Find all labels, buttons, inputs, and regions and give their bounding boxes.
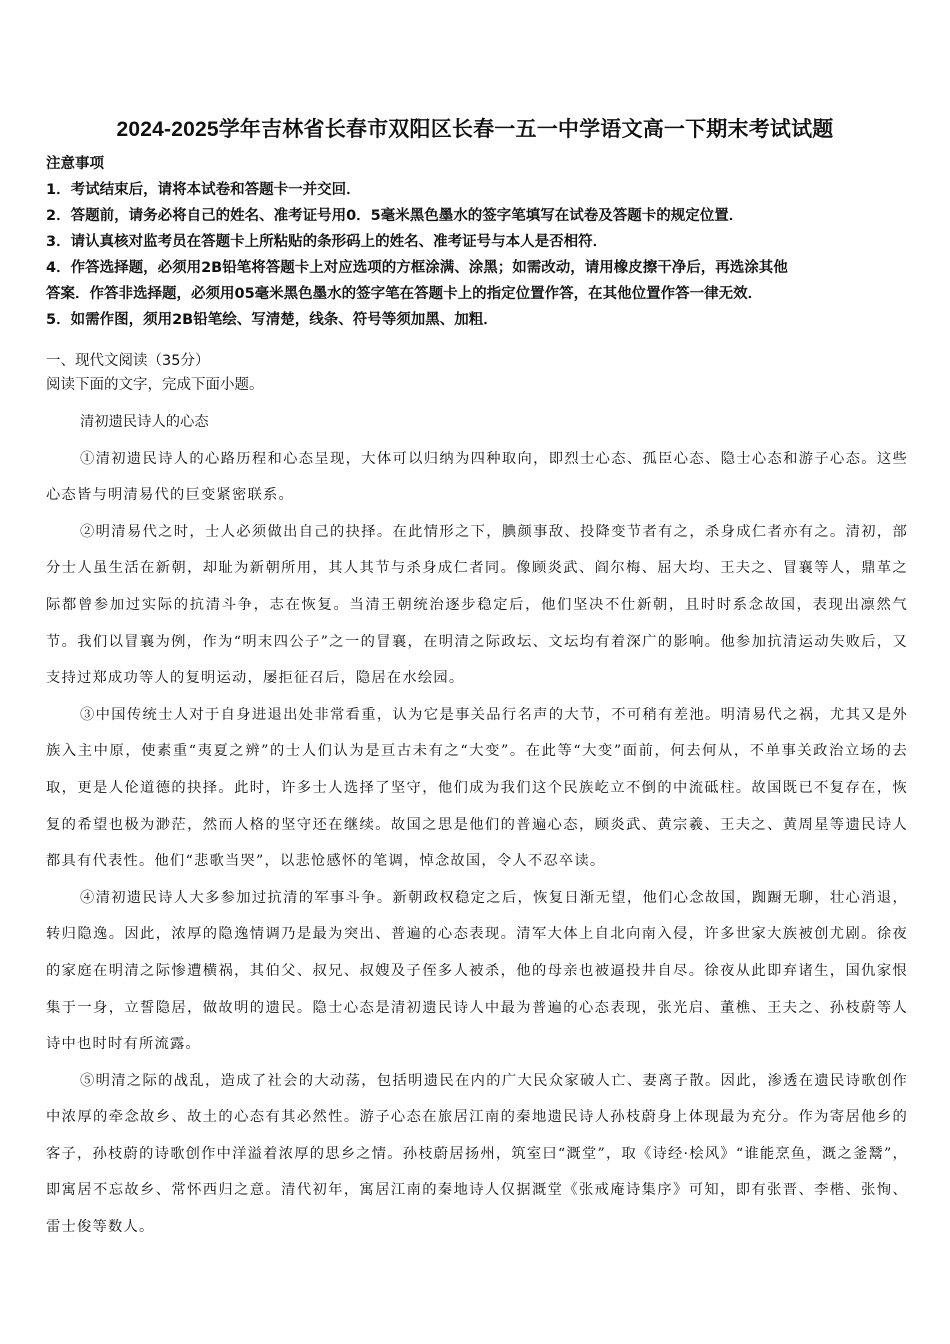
section-header (46, 349, 908, 397)
notice-item: 3．请认真核对监考员在答题卡上所粘贴的条形码上的姓名、准考证号与本人是否相符． (46, 234, 608, 250)
notice-block (46, 151, 908, 333)
section-instruction: 阅读下面的文字，完成下面小题。 (46, 377, 264, 393)
exam-title: 2024-2025学年吉林省长春市双阳区长春一五一中学语文高一下期末考试试题 (116, 118, 834, 141)
notice-item: 5．如需作图，须用2B铅笔绘、写清楚，线条、符号等须加黑、加粗． (46, 312, 498, 328)
notice-item: 2．答题前，请务必将自己的姓名、准考证号用0．5毫米黑色墨水的签字笔填写在试卷及答题卡的规定位置． (46, 208, 744, 224)
notice-item: 1．考试结束后，请将本试卷和答题卡一并交回． (46, 182, 361, 198)
article-paragraph: ④清初遗民诗人大多参加过抗清的军事斗争。新朝政权稳定之后，恢复日渐无望，他们心念故国，踟蹰无聊，壮心消退，转归隐逸。因此，浓厚的隐逸情调乃是最为突出、普遍的心态表现。清军大体上自北向南入侵，许多世家大族被创尤剧。徐夜的家庭在明清之际惨遭横祸，其伯父、叔兄、叔嫂及子侄多人被杀，他的母亲也被逼投井自尽。徐夜从此即弃诸生，国仇家恨集于一身，立誓隐居，做故明的遗民。隐士心态是清初遗民诗人中最为普遍的心态表现，张光启、董樵、王夫之、孙枝蔚等人诗中也时时有所流露。 (46, 889, 908, 1053)
reading-article (46, 404, 908, 1246)
article-paragraph: ③中国传统士人对于自身进退出处非常看重，认为它是事关品行名声的大节，不可稍有差池。明清易代之祸，尤其又是外族入主中原，使素重“夷夏之辨”的士人们认为是亘古未有之“大变”。在此等“大变”面前，何去何从，不单事关政治立场的去取，更是人伦道德的抉择。此时，许多士人选择了坚守，他们成为我们这个民族屹立不倒的中流砥柱。故国既已不复存在，恢复的希望也极为渺茫，然而人格的坚守还在继续。故国之思是他们的普遍心态，顾炎武、黄宗羲、王夫之、黄周星等遗民诗人都具有代表性。他们“悲歌当哭”，以悲怆感怀的笔调，悼念故国，令人不忍卒读。 (46, 706, 908, 870)
section-heading: 一、现代文阅读（35分） (46, 353, 210, 369)
notice-heading: 注意事项 (46, 156, 104, 172)
article-paragraph: ②明清易代之时，士人必须做出自己的抉择。在此情形之下，腆颜事敌、投降变节者有之，杀身成仁者亦有之。清初，部分士人虽生活在新朝，却耻为新朝所用，其人其节与杀身成仁者同。像顾炎武、阎尔梅、屈大均、王夫之、冒襄等人，鼎革之际都曾参加过实际的抗清斗争，志在恢复。当清王朝统治逐步稳定后，他们坚决不仕新朝，且时时系念故国，表现出凛然气节。我们以冒襄为例，作为“明末四公子”之一的冒襄，在明清之际政坛、文坛均有着深广的影响。他参加抗清运动失败后，又支持过郑成功等人的复明运动，屡拒征召后，隐居在水绘园。 (46, 523, 908, 687)
article-paragraph: ⑤明清之际的战乱，造成了社会的大动荡，包括明遗民在内的广大民众家破人亡、妻离子散。因此，渗透在遗民诗歌创作中浓厚的牵念故乡、故土的心态有其必然性。游子心态在旅居江南的秦地遗民诗人孙枝蔚身上体现最为充分。作为寄居他乡的客子，孙枝蔚的诗歌创作中洋溢着浓厚的思乡之情。孙枝蔚居扬州，筑室曰“溉堂”，取《诗经·桧风》“谁能烹鱼，溉之釜鬵”，即寓居不忘故乡、常怀西归之意。清代初年，寓居江南的秦地诗人仅据溉堂《张戒庵诗集序》可知，即有张晋、李楷、张恂、雷士俊等数人。 (46, 1072, 908, 1236)
article-title: 清初遗民诗人的心态 (80, 414, 209, 430)
notice-item: 4．作答选择题，必须用2B铅笔将答题卡上对应选项的方框涂满、涂黑；如需改动，请用橡皮擦干净后，再选涂其他 (46, 260, 788, 276)
notice-item: 答案．作答非选择题，必须用05毫米黑色墨水的签字笔在答题卡上的指定位置作答，在其他位置作答一律无效． (46, 286, 763, 302)
article-paragraph: ①清初遗民诗人的心路历程和心态呈现，大体可以归纳为四种取向，即烈士心态、孤臣心态、隐士心态和游子心态。这些心态皆与明清易代的巨变紧密联系。 (46, 450, 908, 504)
